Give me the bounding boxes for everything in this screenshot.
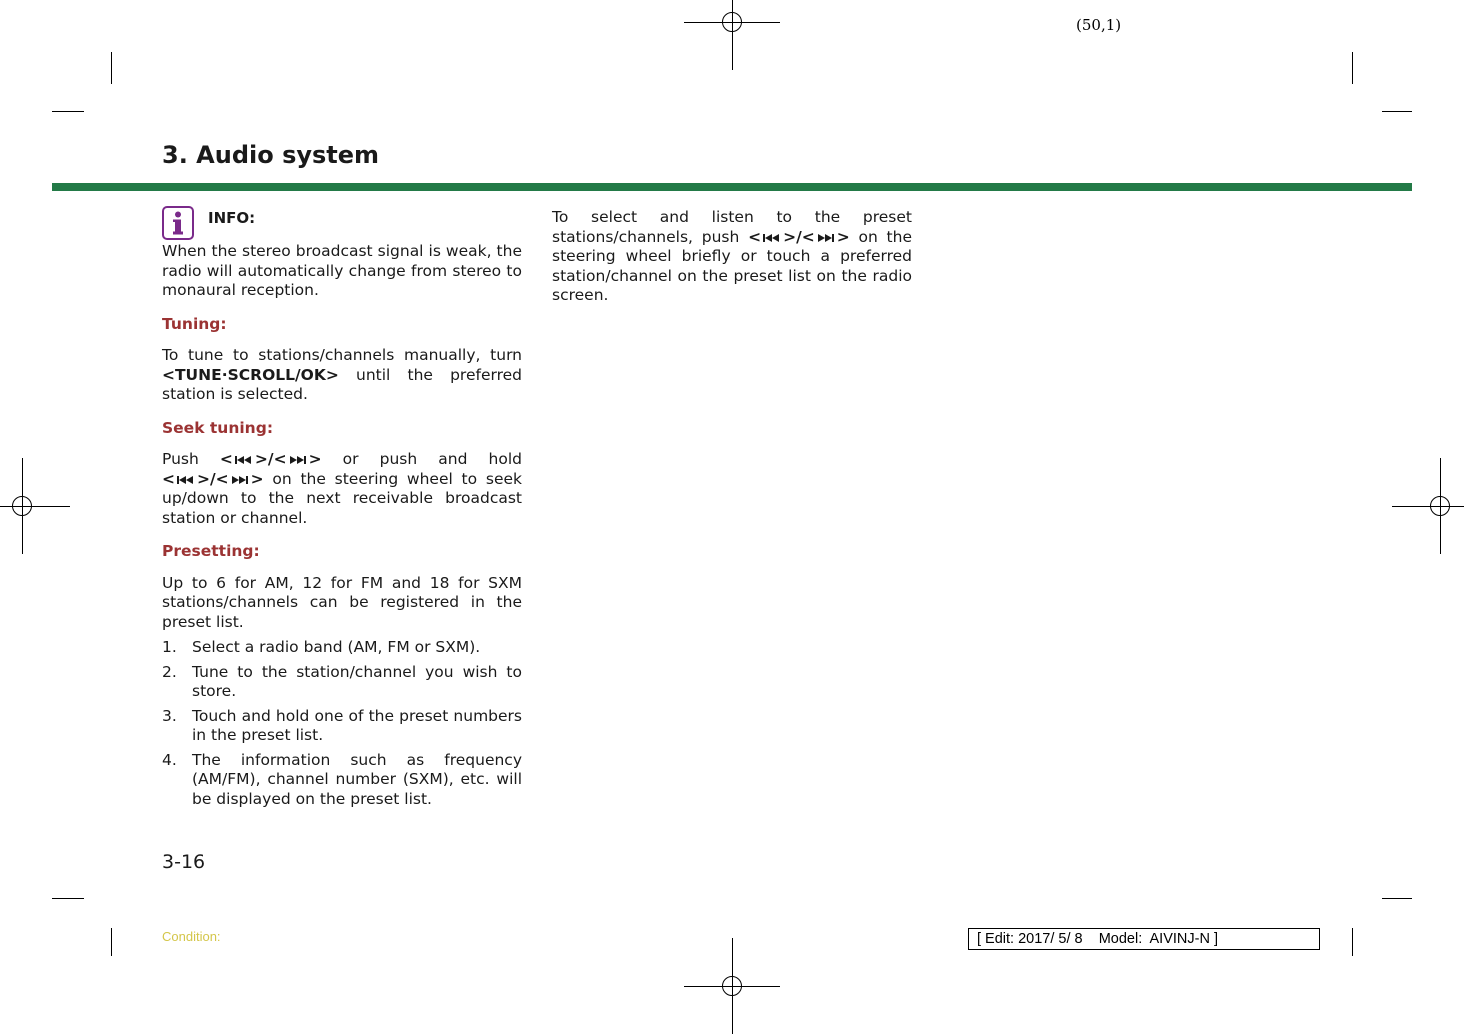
bracket-open: < bbox=[162, 469, 175, 488]
bracket-separator: >/< bbox=[783, 227, 815, 246]
preset-select-before: To select and listen to the preset stations/channels, push bbox=[552, 208, 912, 246]
seek-heading: Seek tuning: bbox=[162, 418, 274, 437]
crop-mark bbox=[1382, 111, 1412, 112]
info-header bbox=[162, 206, 522, 242]
presetting-heading: Presetting: bbox=[162, 542, 260, 560]
seek-or-push-hold: or push and hold bbox=[342, 450, 522, 468]
crop-mark bbox=[1382, 898, 1412, 899]
skip-forward-icon bbox=[817, 233, 835, 243]
tuning-text-after: until the preferred station is selected. bbox=[162, 365, 522, 403]
info-icon bbox=[162, 206, 194, 240]
step-text: Tune to the station/channel you wish to store. bbox=[192, 662, 522, 700]
bracket-close: > bbox=[836, 227, 850, 246]
registration-mark-left bbox=[0, 482, 46, 530]
skip-forward-icon bbox=[231, 475, 249, 485]
list-item bbox=[162, 663, 522, 702]
seek-text bbox=[162, 450, 522, 528]
seek-push-word: Push bbox=[162, 450, 199, 468]
crop-mark bbox=[1352, 928, 1353, 956]
skip-back-icon bbox=[177, 475, 195, 485]
condition-label: Condition: bbox=[162, 929, 221, 944]
info-text: When the stereo broadcast signal is weak, the radio will automatically change from stereo to monaural reception. bbox=[162, 242, 522, 299]
bracket-close: > bbox=[250, 469, 264, 488]
step-number: 2. bbox=[162, 662, 177, 681]
left-column bbox=[162, 206, 522, 814]
header-bar bbox=[52, 183, 1412, 191]
preset-steps bbox=[162, 638, 522, 809]
right-column bbox=[552, 208, 912, 306]
skip-forward-icon bbox=[289, 455, 307, 465]
skip-back-icon bbox=[235, 455, 253, 465]
step-number: 1. bbox=[162, 638, 177, 656]
tune-scroll-control: <TUNE·SCROLL/OK> bbox=[162, 365, 339, 384]
bracket-open: < bbox=[219, 450, 233, 468]
registration-mark-bottom bbox=[708, 962, 756, 1010]
crop-mark bbox=[111, 52, 112, 84]
step-text: The information such as frequency (AM/FM), channel number (SXM), etc. will be displayed on the preset list. bbox=[192, 750, 522, 808]
seek-button-pair bbox=[162, 470, 264, 488]
tuning-text bbox=[162, 346, 522, 405]
page-label: (50,1) bbox=[1076, 16, 1122, 34]
list-item bbox=[162, 751, 522, 810]
list-item bbox=[162, 638, 522, 658]
seek-button-pair bbox=[220, 450, 322, 468]
preset-select-after: on the steering wheel briefly or touch a preferred station/channel on the preset list on the radio screen. bbox=[552, 227, 912, 304]
info-label: INFO: bbox=[208, 209, 256, 227]
step-number: 3. bbox=[162, 706, 177, 725]
section-title: 3. Audio system bbox=[162, 141, 380, 169]
page-number: 3-16 bbox=[162, 851, 206, 873]
seek-text-after: on the steering wheel to seek up/down to the next receivable broadcast station or channel. bbox=[162, 469, 522, 527]
crop-mark bbox=[111, 928, 112, 956]
step-text: Touch and hold one of the preset numbers in the preset list. bbox=[192, 706, 522, 744]
bracket-open: < bbox=[748, 227, 762, 246]
registration-mark-right bbox=[1416, 482, 1464, 530]
presetting-intro: Up to 6 for AM, 12 for FM and 18 for SXM stations/channels can be registered in the preset list. bbox=[162, 573, 522, 631]
registration-mark-top bbox=[708, 0, 756, 46]
crop-mark bbox=[1352, 52, 1353, 84]
tuning-heading: Tuning: bbox=[162, 314, 227, 333]
step-text: Select a radio band (AM, FM or SXM). bbox=[192, 638, 481, 656]
seek-button-pair bbox=[748, 228, 850, 246]
bracket-separator: >/< bbox=[254, 450, 287, 468]
tuning-text-before: To tune to stations/channels manually, turn bbox=[162, 346, 522, 364]
edit-info-box: [ Edit: 2017/ 5/ 8 Model: AIVINJ-N ] bbox=[968, 928, 1320, 950]
skip-back-icon bbox=[763, 233, 781, 243]
step-number: 4. bbox=[162, 750, 177, 769]
list-item bbox=[162, 707, 522, 746]
bracket-close: > bbox=[308, 450, 322, 468]
bracket-separator: >/< bbox=[197, 469, 229, 488]
crop-mark bbox=[52, 898, 84, 899]
crop-mark bbox=[52, 111, 84, 112]
preset-select-text bbox=[552, 208, 912, 306]
